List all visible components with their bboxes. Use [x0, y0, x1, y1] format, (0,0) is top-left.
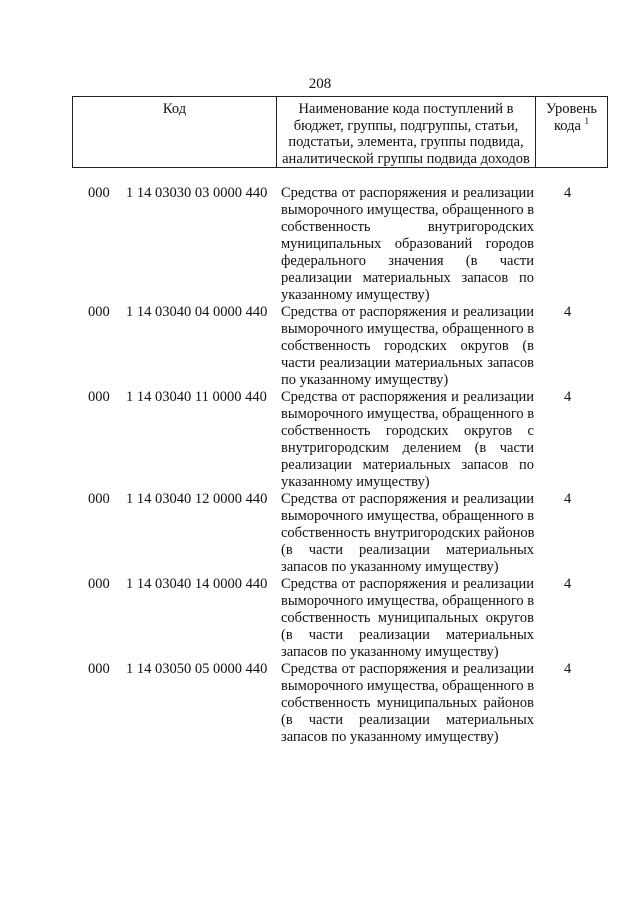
row-name-line: по указанному имуществу) — [281, 372, 449, 388]
row-level: 4 — [564, 304, 572, 320]
row-code: 1 14 03050 05 0000 440 — [126, 661, 268, 677]
row-name-line: Средства от распоряжения и реализации — [281, 661, 534, 677]
row-code: 1 14 03040 14 0000 440 — [126, 576, 268, 592]
row-name-line: запасов по указанному имуществу) — [281, 729, 499, 745]
row-name-line: реализации материальных запасов по — [281, 270, 534, 286]
row-prefix: 000 — [88, 661, 110, 677]
row-name-line: Средства от распоряжения и реализации — [281, 389, 534, 405]
table-row — [0, 304, 640, 389]
row-level: 4 — [564, 576, 572, 592]
header-level-footnote: 1 — [584, 115, 590, 126]
header-level-line1: Уровень — [545, 101, 598, 117]
row-name-line: указанному имуществу) — [281, 474, 430, 490]
row-name-line: выморочного имущества, обращенного в — [281, 406, 535, 422]
table-row — [0, 389, 640, 491]
table-body — [0, 185, 640, 746]
row-name-line: (в части реализации материальных — [281, 627, 534, 643]
row-name-line: (в части реализации материальных — [281, 542, 534, 558]
row-name-line: выморочного имущества, обращенного в — [281, 593, 535, 609]
row-name-line: Средства от распоряжения и реализации — [281, 491, 534, 507]
row-name-line: указанному имуществу) — [281, 287, 430, 303]
header-name — [277, 97, 536, 168]
row-name-line: федерального значения (в части — [281, 253, 534, 269]
row-name-line: собственность городских округов с — [281, 423, 534, 439]
row-name-line: выморочного имущества, обращенного в — [281, 678, 535, 694]
header-level — [536, 97, 608, 168]
row-name-line: собственность муниципальных округов — [281, 610, 534, 626]
row-name-line: собственность внутригородских — [281, 219, 534, 235]
row-prefix: 000 — [88, 185, 110, 201]
header-name-line: аналитической группы подвида доходов — [282, 150, 530, 167]
table-row — [0, 491, 640, 576]
row-name-line: (в части реализации материальных — [281, 712, 534, 728]
header-code-label: Код — [162, 101, 187, 117]
row-name — [281, 576, 534, 661]
row-name-line: выморочного имущества, обращенного в — [281, 321, 535, 337]
row-name-line: внутригородским делением (в части — [281, 440, 534, 456]
row-name-line: Средства от распоряжения и реализации — [281, 576, 534, 592]
row-code: 1 14 03030 03 0000 440 — [126, 185, 268, 201]
row-prefix: 000 — [88, 304, 110, 320]
row-level: 4 — [564, 389, 572, 405]
row-level: 4 — [564, 661, 572, 677]
row-level: 4 — [564, 491, 572, 507]
row-name-line: собственность муниципальных районов — [281, 695, 534, 711]
row-name-line: запасов по указанному имуществу) — [281, 644, 499, 660]
row-name-line: муниципальных образований городов — [281, 236, 534, 252]
row-code: 1 14 03040 11 0000 440 — [126, 389, 267, 405]
table-header — [72, 96, 608, 168]
row-name-line: Средства от распоряжения и реализации — [281, 304, 534, 320]
row-name-line: Средства от распоряжения и реализации — [281, 185, 534, 201]
row-name-line: запасов по указанному имуществу) — [281, 559, 499, 575]
row-name-line: выморочного имущества, обращенного в — [281, 508, 535, 524]
row-name-line: собственность внутригородских районов — [281, 525, 535, 541]
table-row — [0, 576, 640, 661]
header-name-line: Наименование кода поступлений в — [298, 101, 514, 117]
row-name — [281, 185, 534, 304]
table-row — [0, 185, 640, 304]
row-name-line: выморочного имущества, обращенного в — [281, 202, 535, 218]
row-name — [281, 661, 534, 746]
row-name — [281, 304, 534, 389]
row-code: 1 14 03040 12 0000 440 — [126, 491, 268, 507]
header-level-line2: кода — [553, 117, 581, 134]
row-code: 1 14 03040 04 0000 440 — [126, 304, 268, 320]
header-name-line: подстатьи, элемента, группы подвида, — [288, 134, 524, 150]
row-prefix: 000 — [88, 491, 110, 507]
row-level: 4 — [564, 185, 572, 201]
page-number: 208 — [308, 76, 332, 92]
header-code — [73, 97, 277, 168]
row-prefix: 000 — [88, 576, 110, 592]
row-name-line: собственность городских округов (в — [281, 338, 534, 354]
row-name — [281, 389, 534, 491]
header-name-line: бюджет, группы, подгруппы, статьи, — [293, 117, 519, 134]
row-name-line: реализации материальных запасов по — [281, 457, 534, 473]
row-name — [281, 491, 534, 576]
row-name-line: части реализации материальных запасов — [281, 355, 534, 371]
table-row — [0, 661, 640, 746]
row-prefix: 000 — [88, 389, 110, 405]
